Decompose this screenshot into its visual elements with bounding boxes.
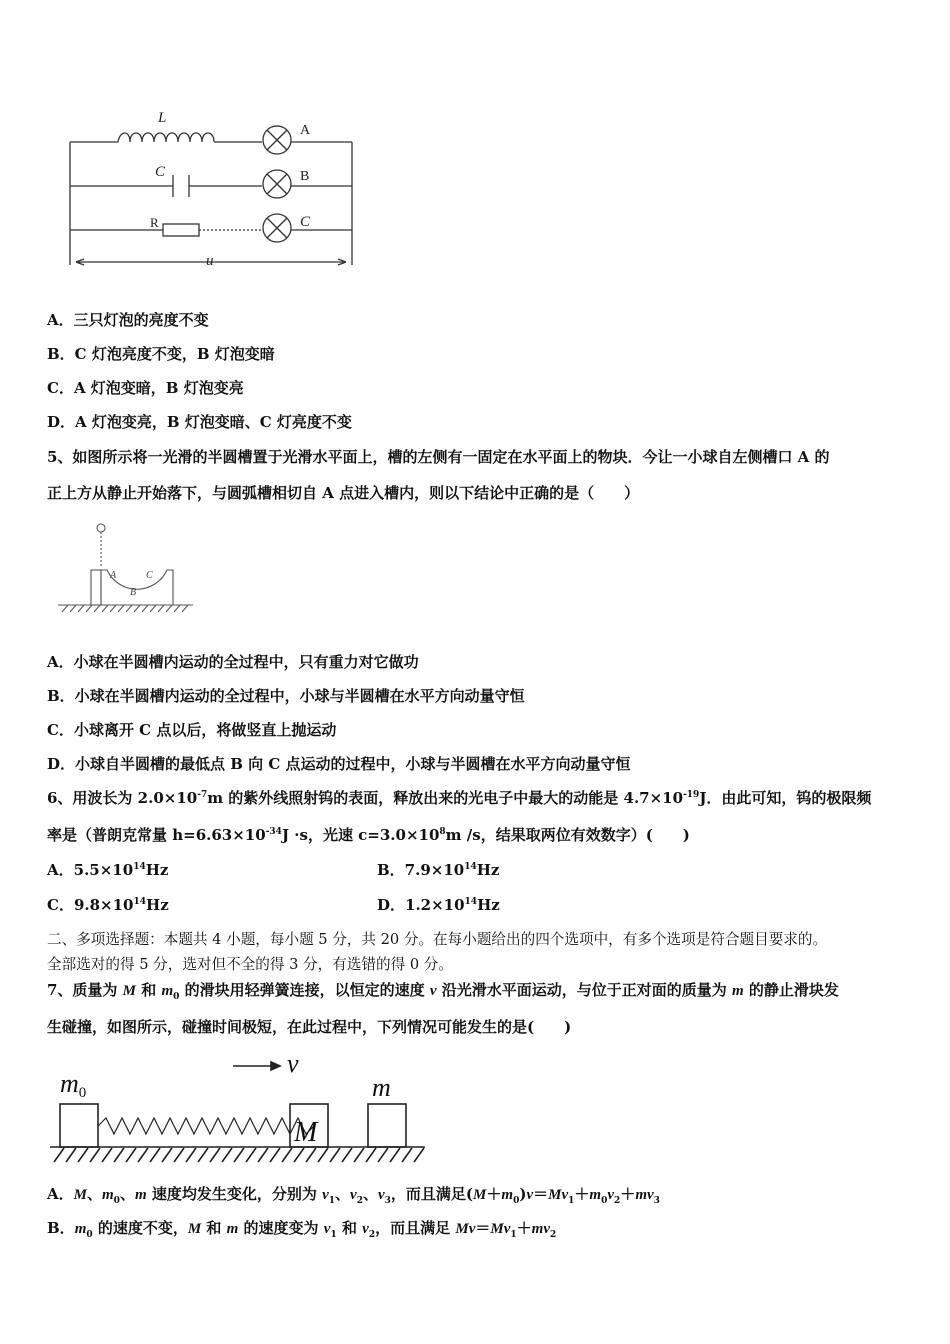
label-voltage: u — [206, 253, 214, 269]
section2-instructions-line1: 二、多项选择题：本题共 4 小题，每小题 5 分，共 20 分。在每小题给出的四个选项中，有多个选项是符合题目要求的。 — [47, 931, 828, 948]
trough-label-b: B — [130, 587, 137, 598]
section2-instructions-line2: 全部选对的得 5 分，选对但不全的得 3 分，有选错的得 0 分。 — [47, 956, 453, 973]
circuit-figure — [60, 100, 370, 275]
trough-label-a: A — [110, 570, 117, 581]
q6-option-c: C．$9.8\times 10^{14}Hz$ — [47, 896, 169, 914]
q5-stem-line2: 正上方从静止开始落下，与圆弧槽相切自 A 点进入槽内，则以下结论中正确的是（ ） — [47, 484, 640, 502]
q7-option-a: A．M、$m_0$、m 速度均发生变化，分别为 $v_1$、$v_2$、$v_3$，而且满足$(M+m_0)v=Mv_1+m_0v_2+mv_3$ — [47, 1185, 660, 1206]
q6-option-a: A．$5.5\times 10^{14}Hz$ — [47, 861, 169, 879]
q7-stem-line1: 7、质量为 M 和 $m_0$ 的滑块用轻弹簧连接，以恒定的速度 v 沿光滑水平面运动，与位于正对面的质量为 m 的静止滑块发 — [47, 981, 839, 1002]
label-lamp-b: B — [300, 169, 310, 184]
trough-label-c: C — [146, 570, 153, 581]
q5-option-c: C．小球离开 C 点以后，将做竖直上抛运动 — [47, 721, 337, 739]
q6-option-b: B．$7.9\times 10^{14}Hz$ — [377, 861, 500, 879]
q5-option-a: A．小球在半圆槽内运动的全过程中，只有重力对它做功 — [47, 653, 419, 671]
q4-option-c: C．A 灯泡变暗，B 灯泡变亮 — [47, 379, 244, 397]
label-lamp-c: C — [300, 214, 311, 230]
q6-stem-line1: 6、用波长为 $2.0\times 10^{-7}m$ 的紫外线照射钨的表面，释放出来的光电子中最大的动能是 $4.7\times 10^{-19}J$．由此可知，钨的极限频 — [47, 789, 872, 807]
q5-option-d: D．小球自半圆槽的最低点 B 向 C 点运动的过程中，小球与半圆槽在水平方向动量守恒 — [47, 755, 631, 773]
q7-stem-line2: 生碰撞，如图所示，碰撞时间极短，在此过程中，下列情况可能发生的是( ) — [47, 1018, 572, 1036]
q4-option-d: D．A 灯泡变亮，B 灯泡变暗、C 灯亮度不变 — [47, 413, 352, 431]
q4-option-b: B．C 灯泡亮度不变，B 灯泡变暗 — [47, 345, 275, 363]
label-resistor: R — [150, 215, 159, 230]
label-inductor: L — [158, 110, 167, 126]
fig-label-m0: m0 — [60, 1069, 87, 1101]
fig-label-v: v — [287, 1049, 299, 1078]
q5-option-b: B．小球在半圆槽内运动的全过程中，小球与半圆槽在水平方向动量守恒 — [47, 687, 525, 705]
spring-blocks-figure — [50, 1049, 430, 1167]
q6-stem-line2: 率是（普朗克常量 $h=6.63\times 10^{-34}J \cdot s$，光速 $c=3.0\times 10^8m$ /s，结果取两位有效数字）( ) — [47, 826, 690, 844]
fig-label-m: m — [372, 1073, 391, 1102]
fig-label-M: M — [294, 1117, 318, 1148]
q5-stem-line1: 5、如图所示将一光滑的半圆槽置于光滑水平面上，槽的左侧有一固定在水平面上的物块．今让一小球自左侧槽口 A 的 — [47, 448, 830, 466]
q6-option-d: D．$1.2\times 10^{14}Hz$ — [377, 896, 500, 914]
label-lamp-a: A — [300, 123, 311, 138]
q7-option-b: B．$m_0$ 的速度不变，M 和 m 的速度变为 $v_1$ 和 $v_2$，而且满足 $Mv=Mv_1+mv_2$ — [47, 1219, 557, 1240]
q4-option-a: A．三只灯泡的亮度不变 — [47, 311, 209, 329]
label-capacitor: C — [155, 164, 166, 180]
trough-figure — [58, 520, 198, 615]
